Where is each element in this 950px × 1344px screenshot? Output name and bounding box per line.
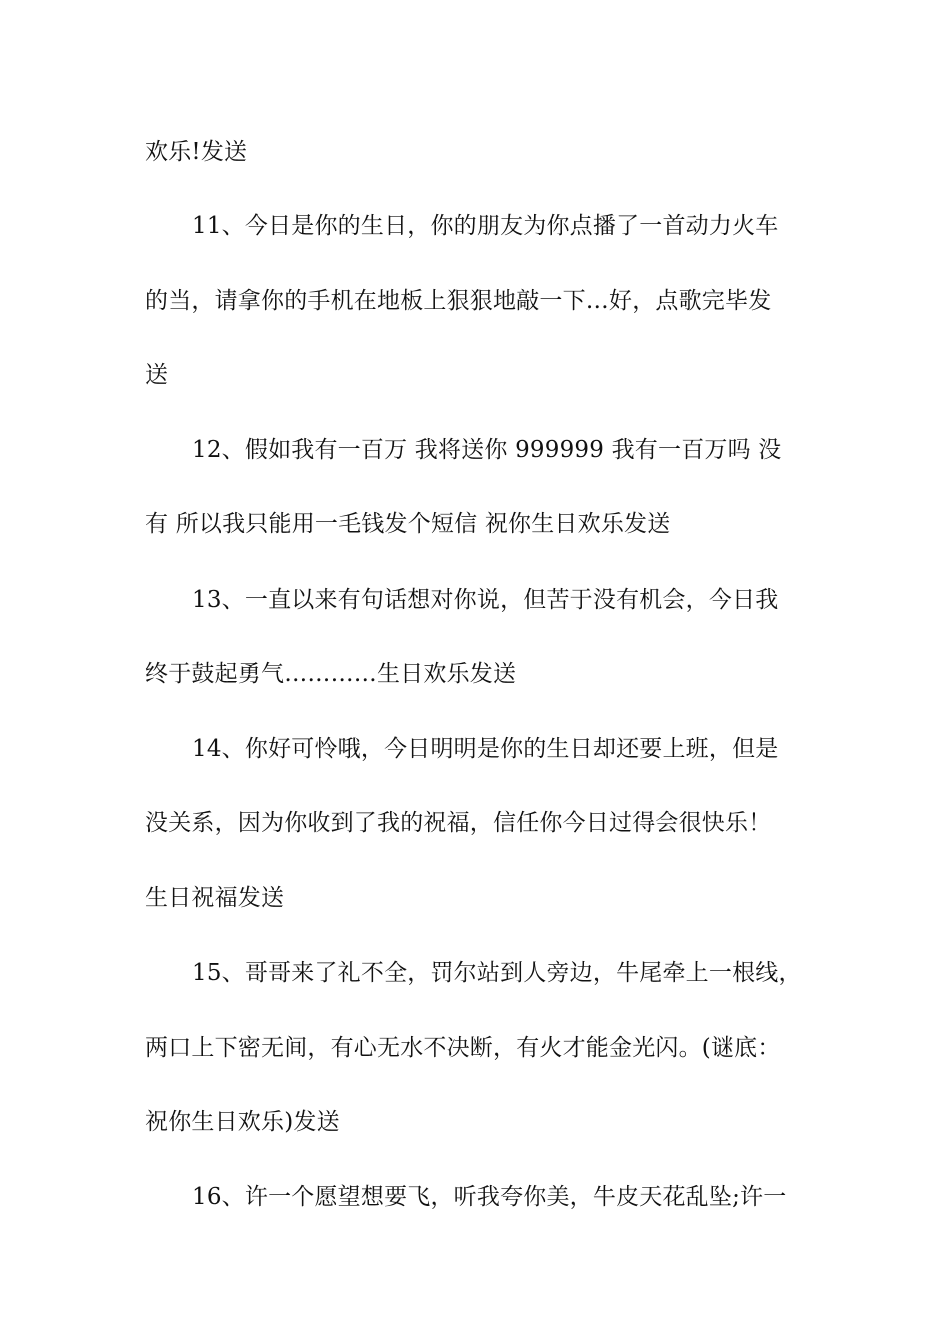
text-line: 16、许一个愿望想要飞，听我夸你美，牛皮天花乱坠;许一 [192,1184,787,1210]
text-line: 欢乐!发送 [145,139,248,165]
text-line: 14、你好可怜哦，今日明明是你的生日却还要上班，但是 [192,736,779,762]
text-line: 祝你生日欢乐)发送 [145,1109,340,1135]
text-line: 送 [145,362,169,388]
text-line: 生日祝福发送 [145,885,285,911]
text-line: 13、一直以来有句话想对你说，但苦于没有机会，今日我 [192,587,779,613]
text-line: 15、哥哥来了礼不全，罚尔站到人旁边，牛尾牵上一根线， [192,960,802,986]
text-line: 没关系，因为你收到了我的祝福，信任你今日过得会很快乐！ [145,810,772,836]
text-line: 两口上下密无间，有心无水不决断，有火才能金光闪。(谜底： [145,1035,781,1061]
text-line: 有 所以我只能用一毛钱发个短信 祝你生日欢乐发送 [145,511,671,537]
text-line: 终于鼓起勇气…………生日欢乐发送 [145,661,517,687]
text-line: 的当，请拿你的手机在地板上狠狠地敲一下…好，点歌完毕发 [145,288,772,314]
text-line: 12、假如我有一百万 我将送你 999999 我有一百万吗 没 [192,437,782,463]
text-line: 11、今日是你的生日，你的朋友为你点播了一首动力火车 [192,213,779,239]
